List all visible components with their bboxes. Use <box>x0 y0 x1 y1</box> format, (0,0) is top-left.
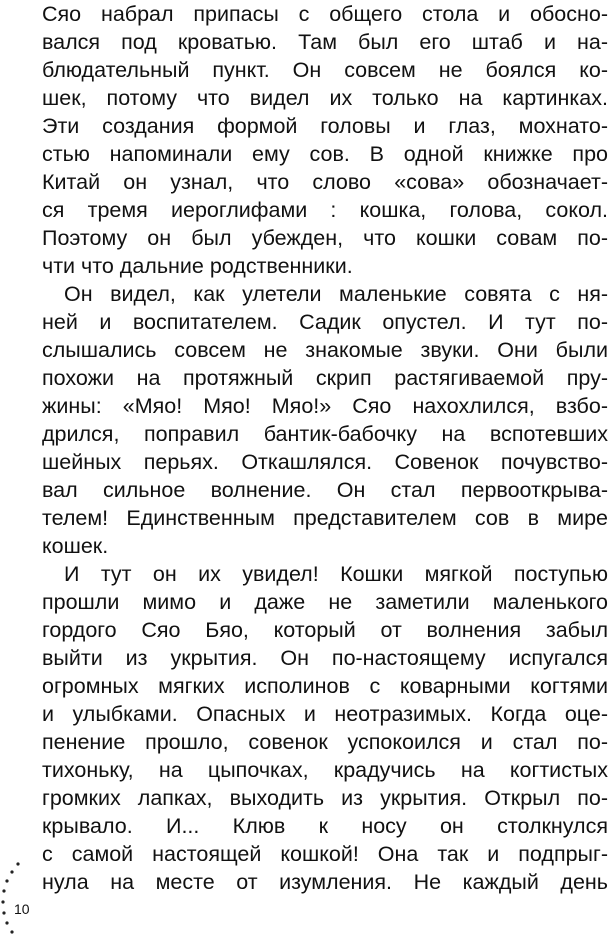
text-line: с самой настоящей кошкой! Она так и подпрыг- <box>42 842 608 866</box>
text-line: И тут он их увидел! Кошки мягкой поступью <box>64 562 608 586</box>
text-line: выйти из укрытия. Он по-настоящему испугался <box>42 646 608 670</box>
text-line: Он видел, как улетели маленькие совята с ня- <box>64 282 608 306</box>
text-line: слышались совсем не знакомые звуки. Они были <box>42 338 608 362</box>
text-line: похожи на протяжный скрип растягиваемой пру- <box>42 366 608 390</box>
text-line: шейных перьях. Откашлялся. Совенок почувство- <box>42 450 608 474</box>
text-line: нула на месте от изумления. Не каждый день <box>42 870 608 894</box>
text-line: вал сильное волнение. Он стал первооткрыва- <box>42 478 608 502</box>
text-line: огромных мягких исполинов с коварными когтями <box>42 674 608 698</box>
text-line: ся тремя иероглифами : кошка, голова, сокол. <box>42 198 608 222</box>
text-line: гордого Сяо Бяо, который от волнения забыл <box>42 618 608 642</box>
text-line: Эти создания формой головы и глаз, мохнато- <box>42 114 608 138</box>
text-line: Поэтому он был убежден, что кошки совам по- <box>42 226 608 250</box>
page-number: 10 <box>14 901 30 917</box>
text-line: кошек. <box>42 534 109 558</box>
text-line: шек, потому что видел их только на картинках. <box>42 86 608 110</box>
text-line: дрился, поправил бантик-бабочку на вспотевших <box>42 422 608 446</box>
text-line: Сяо набрал припасы с общего стола и обосно- <box>42 2 608 26</box>
text-line: Китай он узнал, что слово «сова» обозначает- <box>42 170 608 194</box>
text-line: чти что дальние родственники. <box>42 254 353 278</box>
decorative-dots-icon <box>0 856 30 936</box>
text-line: блюдательный пункт. Он совсем не боялся ко- <box>42 58 608 82</box>
page-text <box>42 0 608 896</box>
text-line: крывало. И... Клюв к носу он столкнулся <box>42 814 608 838</box>
text-line: ней и воспитателем. Садик опустел. И тут по- <box>42 310 608 334</box>
text-line: жины: «Мяо! Мяо! Мяо!» Сяо нахохлился, взбо- <box>42 394 608 418</box>
text-line: стью напоминали ему сов. В одной книжке про <box>42 142 608 166</box>
text-line: тихоньку, на цыпочках, крадучись на когтистых <box>42 758 608 782</box>
text-line: вался под кроватью. Там был его штаб и на- <box>42 30 608 54</box>
text-line: прошли мимо и даже не заметили маленького <box>42 590 608 614</box>
text-line: телем! Единственным представителем сов в мире <box>42 506 608 530</box>
text-line: и улыбками. Опасных и неотразимых. Когда оце- <box>42 702 608 726</box>
text-line: громких лапках, выходить из укрытия. Открыл по- <box>42 786 608 810</box>
text-line: пенение прошло, совенок успокоился и стал по- <box>42 730 608 754</box>
